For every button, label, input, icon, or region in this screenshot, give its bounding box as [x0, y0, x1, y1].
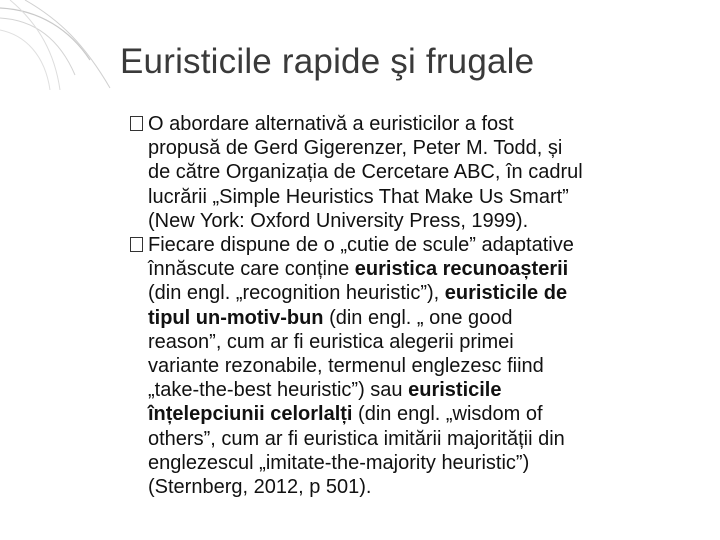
bullet-line: [148, 257, 690, 281]
text-run: O abordare alternativă a euristicilor a fost: [148, 113, 514, 135]
bold-term: euristicile de: [444, 282, 568, 305]
bullet-item: [130, 112, 690, 233]
bullet-line: [148, 160, 690, 184]
text-run: (New York: Oxford University Press, 1999).: [148, 209, 529, 232]
text-run: others”, cum ar fi euristica imitării majorității din: [148, 427, 565, 450]
bullet-line: [148, 112, 690, 136]
bullet-item: [130, 233, 690, 499]
box-bullet-icon: [130, 116, 143, 131]
bullet-line: [148, 378, 690, 402]
box-bullet-icon: [130, 237, 143, 252]
text-run: reason”, cum ar fi euristica alegerii primei: [148, 330, 514, 353]
bullet-line: [148, 306, 690, 330]
swirl-decoration: [0, 0, 140, 90]
bullet-line: [148, 475, 690, 499]
text-run: (din engl. „recognition heuristic”),: [148, 282, 445, 305]
bullet-line: [148, 451, 690, 475]
bullet-line: [148, 402, 690, 426]
bullet-line: [148, 185, 690, 209]
text-run: variante rezonabile, termenul englezesc fiind: [148, 355, 544, 378]
bullet-line: [148, 427, 690, 451]
text-run: propusă de Gerd Gigerenzer, Peter M. Todd, și: [148, 137, 563, 160]
bullet-line: [148, 354, 690, 378]
bold-term: tipul un-motiv-bun: [148, 306, 324, 329]
text-run: Fiecare dispune de o „cutie de scule” adaptative: [148, 234, 574, 257]
bullet-line: [148, 281, 690, 305]
text-run: (din engl. „ one good: [323, 306, 513, 329]
text-run: englezescul „imitate-the-majority heuristic”): [148, 451, 530, 474]
text-run: „take-the-best heuristic”) sau: [148, 379, 409, 402]
bullet-line: [148, 209, 690, 233]
text-run: de către Organizația de Cercetare ABC, în cadrul: [148, 161, 583, 184]
bold-term: euristica recunoașterii: [354, 258, 569, 281]
text-run: (din engl. „wisdom of: [352, 403, 543, 426]
bold-term: euristicile: [408, 379, 502, 402]
slide-title: Euristicile rapide şi frugale: [120, 42, 535, 81]
bullet-line: [148, 233, 690, 257]
slide-body: [130, 112, 690, 499]
bold-term: înțelepciunii celorlalți: [148, 403, 353, 426]
bullet-line: [148, 136, 690, 160]
text-run: lucrării „Simple Heuristics That Make Us Smart”: [148, 185, 569, 208]
bullet-line: [148, 330, 690, 354]
text-run: (Sternberg, 2012, p 501).: [148, 476, 372, 499]
text-run: înnăscute care conține: [148, 258, 355, 281]
